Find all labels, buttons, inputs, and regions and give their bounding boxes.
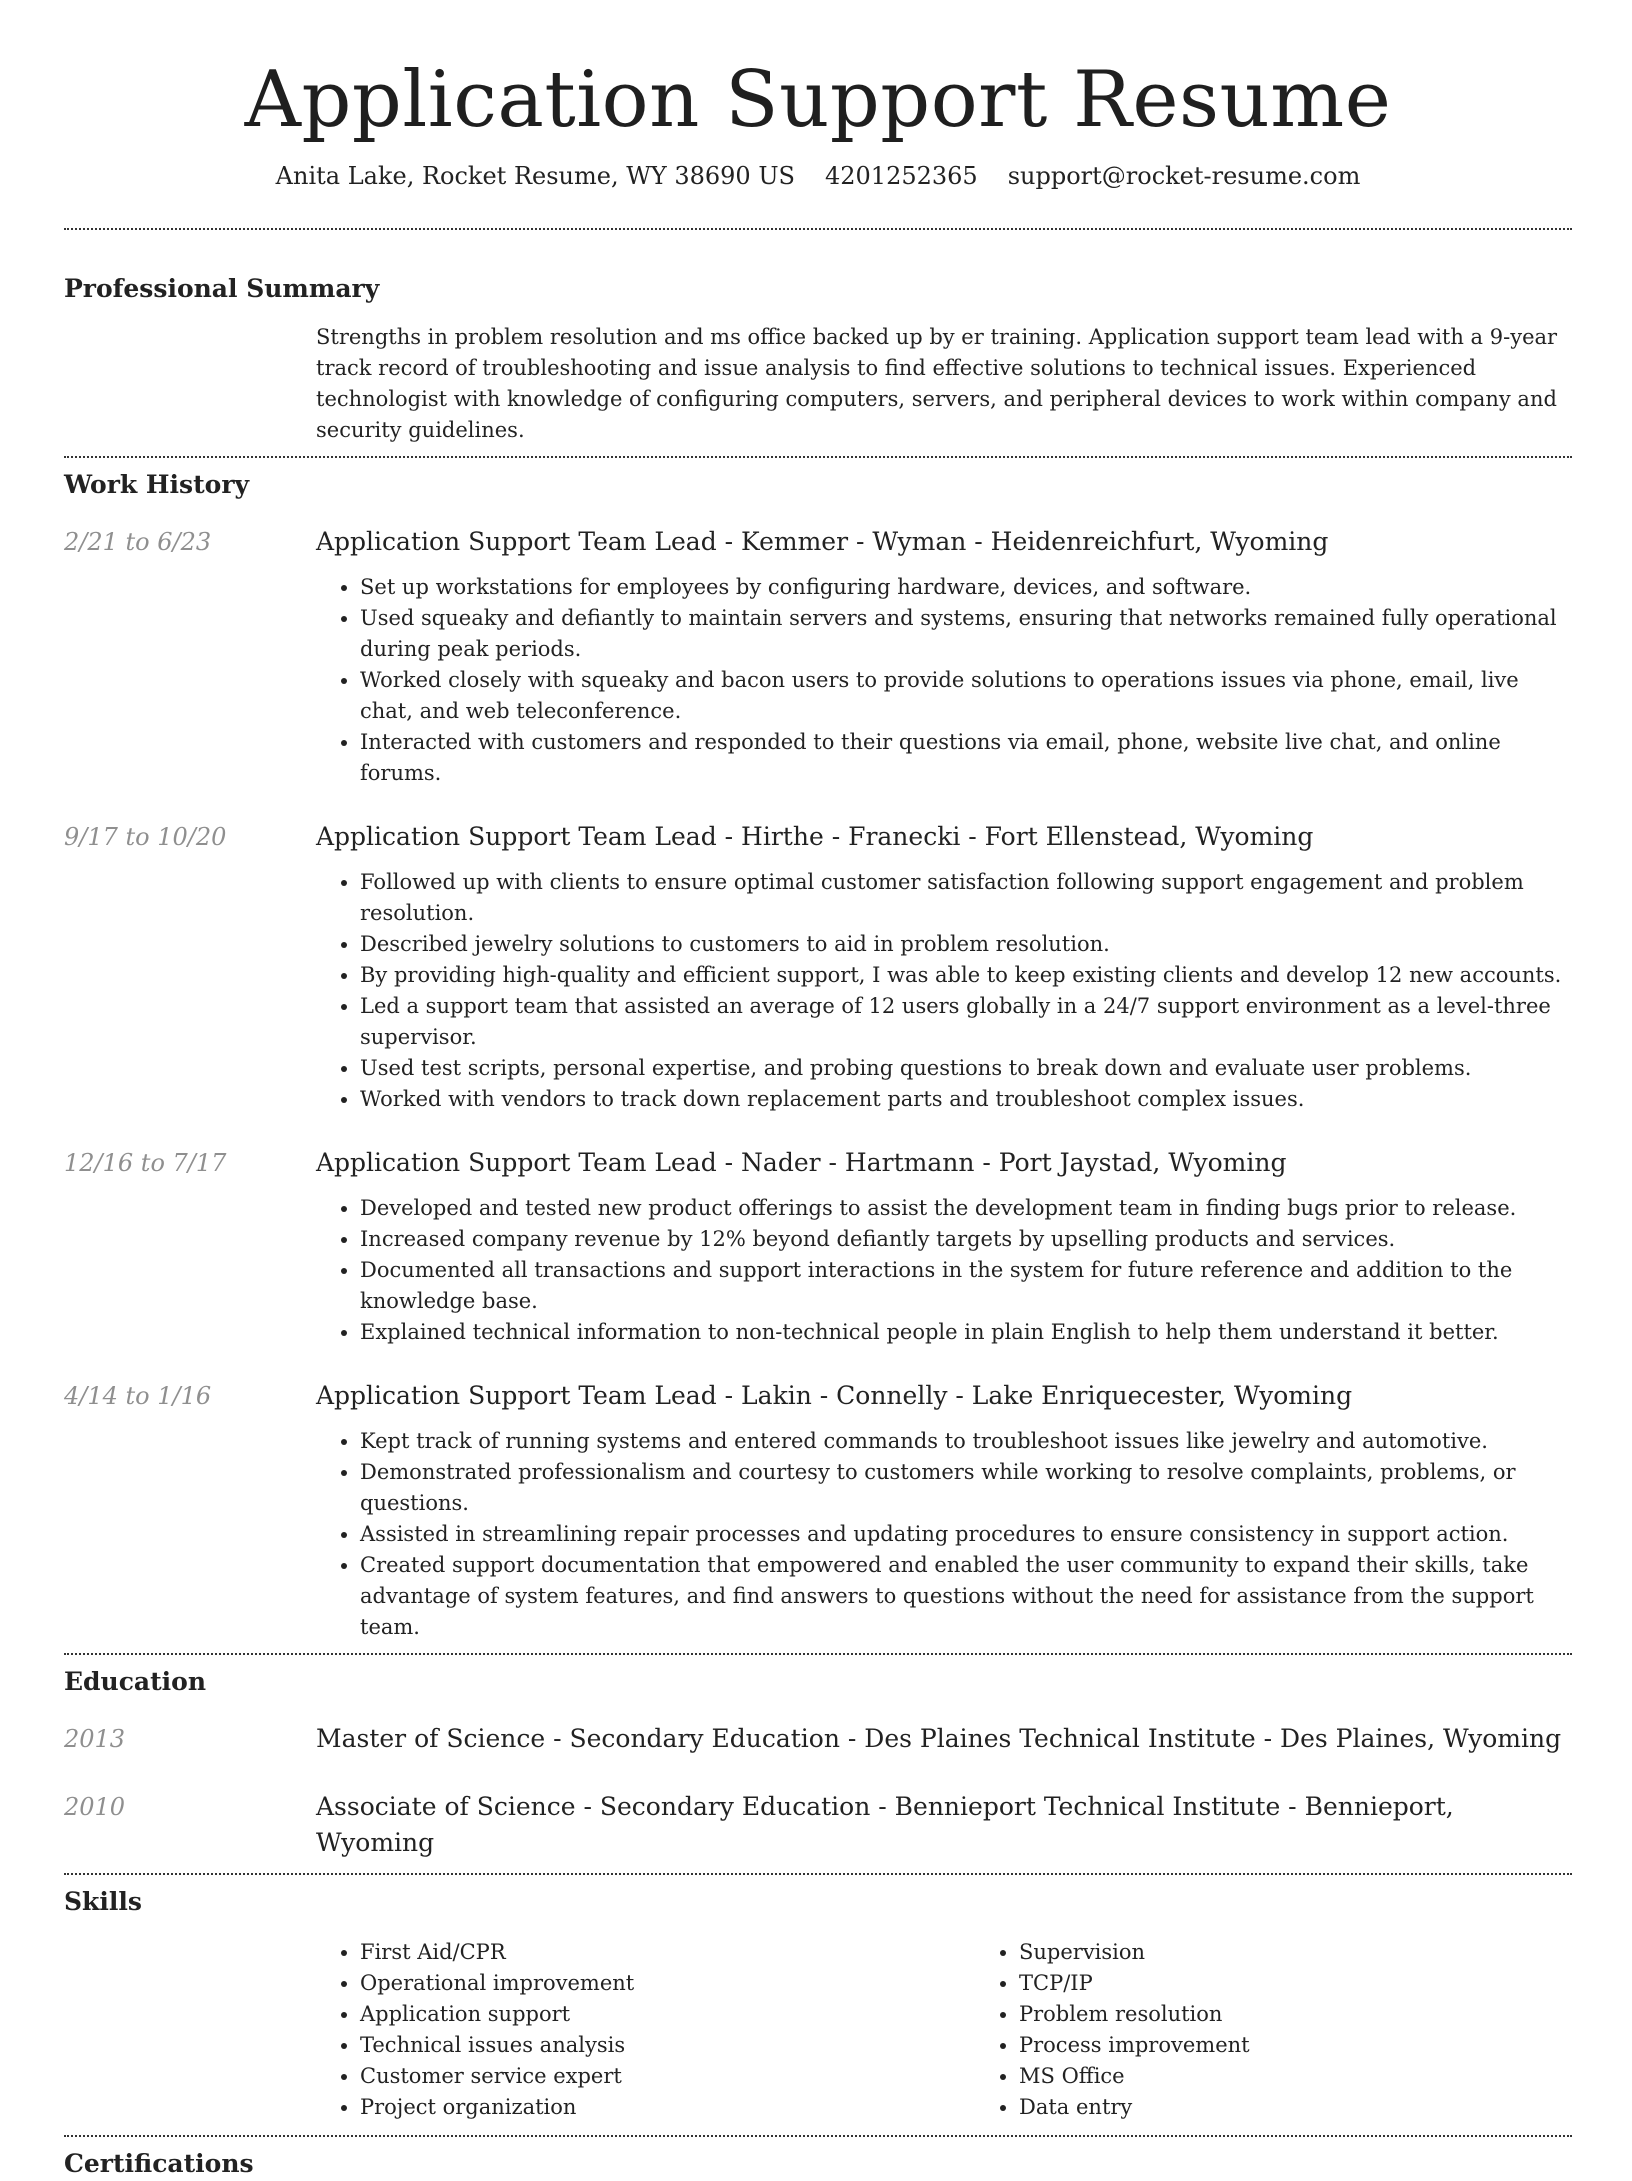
- education-degree: Associate of Science - Secondary Education - Bennieport Technical Institute - Bennieport, Wyoming: [316, 1792, 1454, 1857]
- job-dates: 4/14 to 1/16: [64, 1382, 212, 1410]
- section-divider: [64, 456, 1572, 458]
- job-entry: [64, 1145, 1572, 1348]
- section-title-education: Education: [64, 1667, 207, 1696]
- list-item: • By providing high-quality and efficient support, I was able to keep existing clients and develop 12 new accounts.: [360, 960, 1572, 991]
- list-item: • Created support documentation that empowered and enabled the user community to expand their skills, take advantage of system features, and find answers to questions without the need for assistance from the support team.: [360, 1550, 1572, 1643]
- summary-text: Strengths in problem resolution and ms office backed up by er training. Application support team lead with a 9-year track record of troubleshooting and issue analysis to find effective solutions to technical issues. Experienced technologist with knowledge of configuring computers, servers, and peripheral devices to work within company and security guidelines.: [316, 325, 1558, 442]
- contact-email: support@rocket-resume.com: [1007, 162, 1361, 190]
- education-year: 2013: [64, 1725, 126, 1753]
- job-entry: [64, 819, 1572, 1115]
- list-item: • Followed up with clients to ensure optimal customer satisfaction following support engagement and problem resolution.: [360, 867, 1572, 929]
- skill-item: • Application support: [360, 1999, 975, 2030]
- skill-item: • First Aid/CPR: [360, 1937, 975, 1968]
- section-divider: [64, 1873, 1572, 1875]
- contact-phone: 4201252365: [825, 162, 978, 190]
- section-title-work-history: Work History: [64, 470, 250, 499]
- section-divider: [64, 1653, 1572, 1655]
- skills-grid: [316, 1937, 1632, 2123]
- skill-item: • Data entry: [1019, 2092, 1632, 2123]
- skill-item: • Operational improvement: [360, 1968, 975, 1999]
- section-divider: [64, 2135, 1572, 2137]
- skill-item: • Customer service expert: [360, 2061, 975, 2092]
- job-bullets: [316, 867, 1572, 1115]
- education-section: [64, 1665, 1572, 1873]
- contact-address: Anita Lake, Rocket Resume, WY 38690 US: [275, 162, 795, 190]
- skill-item: • Process improvement: [1019, 2030, 1632, 2061]
- job-bullets: [316, 572, 1572, 789]
- job-details: [316, 524, 1572, 789]
- list-item: • Led a support team that assisted an average of 12 users globally in a 24/7 support environment as a level-three supervisor.: [360, 991, 1572, 1053]
- skill-item: • Technical issues analysis: [360, 2030, 975, 2061]
- section-title-skills: Skills: [64, 1887, 142, 1916]
- section-title-summary: Professional Summary: [64, 274, 380, 303]
- list-item: • Described jewelry solutions to customers to aid in problem resolution.: [360, 929, 1572, 960]
- work-history-section: [64, 468, 1572, 1653]
- job-details: [316, 1378, 1572, 1643]
- skills-column-2: [975, 1937, 1632, 2123]
- summary-row: [64, 322, 1572, 456]
- list-item: • Developed and tested new product offerings to assist the development team in finding bugs prior to release.: [360, 1193, 1572, 1224]
- certifications-section: [64, 2147, 1572, 2181]
- page-title: Application Support Resume: [244, 55, 1392, 145]
- list-item: • Explained technical information to non-technical people in plain English to help them understand it better.: [360, 1317, 1572, 1348]
- contact-line: [64, 158, 1572, 194]
- job-title: Application Support Team Lead - Hirthe - Franecki - Fort Ellenstead, Wyoming: [316, 822, 1314, 851]
- skill-item: • Problem resolution: [1019, 1999, 1632, 2030]
- list-item: • Set up workstations for employees by configuring hardware, devices, and software.: [360, 572, 1572, 603]
- job-dates: 9/17 to 10/20: [64, 823, 227, 851]
- skill-item: • TCP/IP: [1019, 1968, 1632, 1999]
- list-item: • Documented all transactions and support interactions in the system for future reference and addition to the knowledge base.: [360, 1255, 1572, 1317]
- job-dates: 12/16 to 7/17: [64, 1149, 227, 1177]
- job-title: Application Support Team Lead - Nader - Hartmann - Port Jaystad, Wyoming: [316, 1148, 1287, 1177]
- job-entry: [64, 1378, 1572, 1653]
- list-item: • Used test scripts, personal expertise, and probing questions to break down and evaluate user problems.: [360, 1053, 1572, 1084]
- education-entry: [64, 1721, 1572, 1757]
- job-title: Application Support Team Lead - Kemmer - Wyman - Heidenreichfurt, Wyoming: [316, 527, 1329, 556]
- section-title-certifications: Certifications: [64, 2149, 254, 2178]
- list-item: • Kept track of running systems and entered commands to troubleshoot issues like jewelry and automotive.: [360, 1426, 1572, 1457]
- job-dates: 2/21 to 6/23: [64, 528, 212, 556]
- resume-page: [64, 0, 1572, 2181]
- list-item: • Increased company revenue by 12% beyond defiantly targets by upselling products and services.: [360, 1224, 1572, 1255]
- section-divider: [64, 228, 1572, 230]
- list-item: • Assisted in streamlining repair processes and updating procedures to ensure consistency in support action.: [360, 1519, 1572, 1550]
- skill-item: • MS Office: [1019, 2061, 1632, 2092]
- list-item: • Worked closely with squeaky and bacon users to provide solutions to operations issues via phone, email, live chat, and web teleconference.: [360, 665, 1572, 727]
- job-details: [316, 819, 1572, 1115]
- list-item: • Used squeaky and defiantly to maintain servers and systems, ensuring that networks remained fully operational during peak periods.: [360, 603, 1572, 665]
- education-year: 2010: [64, 1793, 126, 1821]
- list-item: • Worked with vendors to track down replacement parts and troubleshoot complex issues.: [360, 1084, 1572, 1115]
- summary-section: [64, 272, 1572, 456]
- job-details: [316, 1145, 1572, 1348]
- skill-item: • Supervision: [1019, 1937, 1632, 1968]
- skills-column-1: [316, 1937, 975, 2123]
- education-entry: [64, 1789, 1572, 1873]
- skills-section: [64, 1885, 1572, 2135]
- skill-item: • Project organization: [360, 2092, 975, 2123]
- education-degree: Master of Science - Secondary Education - Des Plaines Technical Institute - Des Plaines, Wyoming: [316, 1724, 1562, 1753]
- skills-row: [64, 1937, 1572, 2135]
- list-item: • Interacted with customers and responded to their questions via email, phone, website live chat, and online forums.: [360, 727, 1572, 789]
- job-bullets: [316, 1426, 1572, 1643]
- job-title: Application Support Team Lead - Lakin - Connelly - Lake Enriquecester, Wyoming: [316, 1381, 1353, 1410]
- job-entry: [64, 524, 1572, 789]
- list-item: • Demonstrated professionalism and courtesy to customers while working to resolve complaints, problems, or questions.: [360, 1457, 1572, 1519]
- job-bullets: [316, 1193, 1572, 1348]
